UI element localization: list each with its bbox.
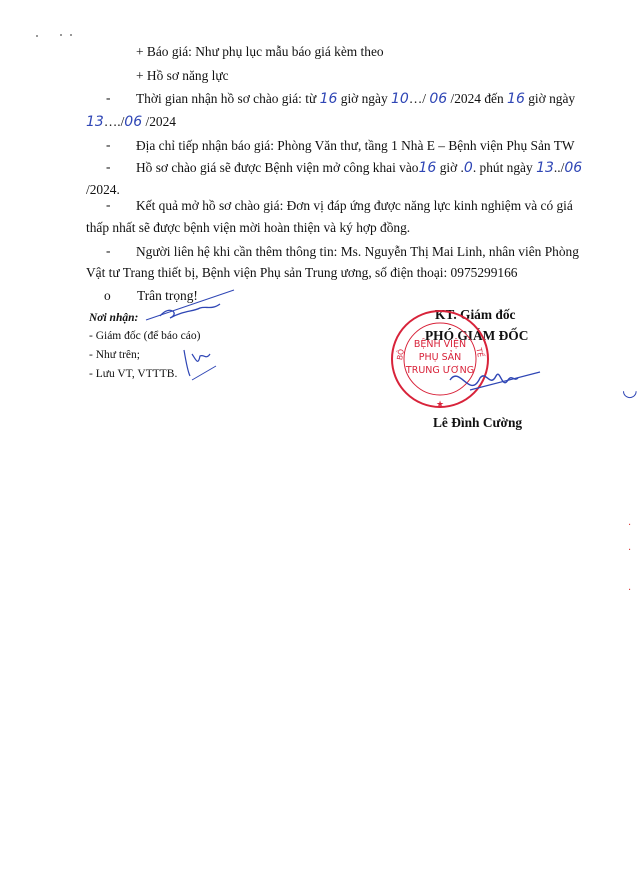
open-line-2: /2024.	[86, 182, 120, 197]
stamp-line-3: TRUNG ƯƠNG	[405, 365, 475, 376]
closing-text: Trân trọng!	[137, 288, 198, 303]
scan-mark-icon: ◡	[622, 380, 638, 401]
open-line-1: Hồ sơ chào giá sẽ được Bệnh viện mở công khai vào16 giờ .0. phút ngày 13../06	[136, 160, 583, 176]
dash-marker: -	[106, 159, 111, 174]
contact-line-1: Người liên hệ khi cần thêm thông tin: Ms. Nguyễn Thị Mai Linh, nhân viên Phòng	[136, 244, 579, 259]
handwritten-open-month: 06	[564, 160, 583, 176]
handwritten-month-2: 06	[124, 114, 143, 130]
scan-mark-icon: ·	[628, 520, 632, 531]
handwritten-open-hour: 16	[418, 160, 437, 176]
scan-dot	[60, 34, 62, 36]
handwritten-day-1: 10	[391, 91, 409, 107]
recipient-item: - Giám đốc (để báo cáo)	[89, 330, 201, 342]
svg-text:★: ★	[435, 399, 445, 409]
result-line-2: thấp nhất sẽ được bệnh viện mời hoàn thiện và ký hợp đồng.	[86, 220, 411, 235]
scan-dot	[36, 35, 38, 37]
handwritten-open-day: 13	[536, 160, 554, 176]
dash-marker: -	[106, 197, 111, 212]
result-line-1: Kết quả mở hồ sơ chào giá: Đơn vị đáp ứng được năng lực kinh nghiệm và có giá	[136, 198, 573, 213]
stamp-line-2: PHỤ SẢN	[418, 352, 462, 363]
handwritten-open-minute: 0	[463, 160, 473, 176]
signature-role: KT. Giám đốc	[435, 307, 516, 322]
handwritten-hour-2: 16	[507, 91, 525, 107]
dash-marker: -	[106, 137, 111, 152]
handwritten-hour-1: 16	[319, 91, 338, 107]
handwritten-month-1: 06	[429, 91, 448, 107]
signature-scribble	[440, 360, 550, 410]
recipients-title: Nơi nhận:	[89, 312, 139, 324]
closing-bullet: o	[104, 288, 111, 303]
bullet-quote: + Báo giá: Như phụ lục mẫu báo giá kèm theo	[136, 44, 384, 59]
signature-title: PHÓ GIÁM ĐỐC	[425, 328, 529, 343]
scan-mark-icon: ·	[628, 585, 632, 596]
bullet-capacity: + Hồ sơ năng lực	[136, 68, 229, 83]
stamp-left-text: BỘ	[395, 348, 406, 361]
signer-name: Lê Đình Cường	[433, 415, 523, 430]
recipient-item: - Lưu VT, VTTTB.	[89, 368, 178, 380]
contact-line-2: Vật tư Trang thiết bị, Bệnh viện Phụ sản Trung ương, số điện thoại: 0975299166	[86, 265, 518, 280]
stamp-right-text: TẾ	[474, 347, 485, 358]
dash-marker: -	[106, 243, 111, 258]
address-line: Địa chỉ tiếp nhận báo giá: Phòng Văn thư, tầng 1 Nhà E – Bệnh viện Phụ Sản TW	[136, 138, 575, 153]
scan-dot	[70, 34, 72, 36]
time-line-2: 13…./06 /2024	[86, 114, 176, 130]
time-line-1: Thời gian nhận hồ sơ chào giá: từ 16 giờ ngày 10…/ 06 /2024 đến 16 giờ ngày	[136, 91, 576, 107]
handwritten-initials	[140, 284, 240, 394]
recipient-item: - Như trên;	[89, 349, 140, 361]
stamp-line-1: BỆNH VIỆN	[413, 339, 467, 350]
scan-mark-icon: ·	[628, 545, 632, 556]
handwritten-day-2: 13	[86, 114, 104, 130]
dash-marker: -	[106, 90, 111, 105]
